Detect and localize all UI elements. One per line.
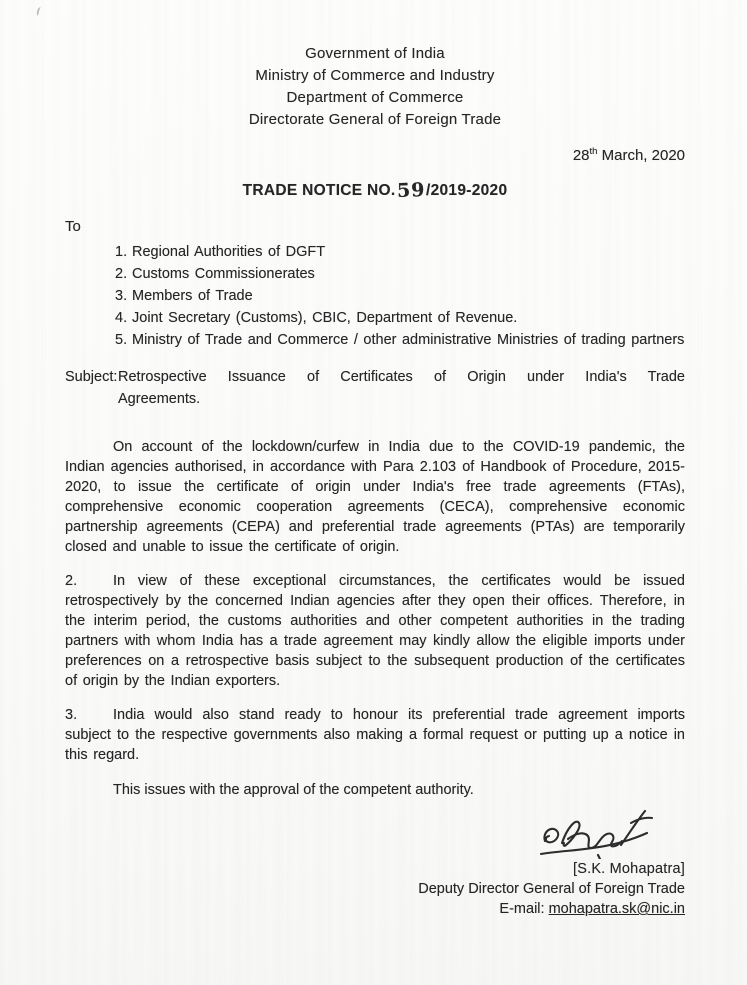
recipient-item [115, 329, 685, 351]
subject-text: Retrospective Issuance of Certificates of Origin under India's Trade Agreements. [118, 369, 685, 407]
paragraph-2-number: 2. [65, 573, 78, 589]
letterhead [65, 43, 685, 131]
recipient-number: 5. [115, 332, 128, 348]
signature-block [65, 803, 685, 919]
date-ordinal: th [589, 146, 598, 157]
date-day: 28 [572, 147, 590, 164]
recipient-number: 2. [115, 266, 128, 282]
paragraph-2 [65, 571, 685, 691]
letterhead-line-directorate: Directorate General of Foreign Trade [248, 111, 502, 128]
recipient-text: Regional Authorities of DGFT [132, 244, 326, 260]
recipient-item [115, 241, 685, 263]
document-date [65, 145, 685, 166]
notice-title-suffix: /2019-2020 [425, 182, 508, 199]
paragraph-1 [65, 437, 685, 557]
handwritten-signature [535, 803, 663, 859]
paragraph-3 [65, 705, 685, 765]
recipient-text: Customs Commissionerates [132, 266, 315, 282]
recipient-text: Joint Secretary (Customs), CBIC, Department of Revenue. [132, 310, 518, 326]
letterhead-line-government: Government of India [305, 45, 445, 62]
recipients-list [115, 241, 685, 351]
recipient-number: 4. [115, 310, 128, 326]
recipient-text: Members of Trade [132, 288, 253, 304]
recipient-number: 1. [115, 244, 128, 260]
signatory-name: [S.K. Mohapatra] [572, 861, 685, 877]
paragraph-1-text: On account of the lockdown/curfew in India due to the COVID-19 pandemic, the Indian agencies authorised, in accordance with Para 2.103 of Handbook of Procedure, 2015-2020, to issue the certificate of origin under India's free trade agreements (FTAs), comprehensive economic cooperation agreements (CECA), comprehensive economic partnership agreements (CEPA) and preferential trade agreements (PTAs) are temporarily closed and unable to issue the certificate of origin. [65, 439, 685, 555]
closing-line: This issues with the approval of the competent authority. [113, 782, 474, 798]
letterhead-line-ministry: Ministry of Commerce and Industry [255, 67, 495, 84]
paragraph-3-text: India would also stand ready to honour its preferential trade agreement imports subject to the respective governments also making a formal request or putting up a notice in this regard. [65, 707, 685, 763]
recipient-item [115, 307, 685, 329]
email-label: E-mail: [499, 901, 545, 917]
scan-artifact-mark [36, 7, 43, 17]
notice-title-prefix: TRADE NOTICE NO. [242, 182, 396, 199]
subject-label: Subject: [65, 369, 118, 385]
notice-title [65, 178, 685, 202]
notice-number-handwritten: 59 [396, 179, 426, 202]
recipient-text: Ministry of Trade and Commerce / other administrative Ministries of trading partners [132, 332, 685, 348]
signatory-email-line [65, 899, 685, 919]
date-rest: March, 2020 [597, 147, 685, 164]
letterhead-line-department: Department of Commerce [286, 89, 464, 106]
recipients-label: To [65, 218, 81, 235]
subject-line [65, 366, 685, 410]
paragraph-2-text: In view of these exceptional circumstances, the certificates would be issued retrospectively by the concerned Indian agencies after they open their offices. Therefore, in the interim period, the customs authorities and other competent authorities in the trading partners with whom India has a trade agreement may kindly allow the eligible imports under preferences on a retrospective basis subject to the subsequent production of the certificates of origin by the Indian exporters. [65, 573, 685, 689]
recipient-number: 3. [115, 288, 128, 304]
recipient-item [115, 263, 685, 285]
email-link[interactable]: mohapatra.sk@nic.in [548, 901, 685, 917]
recipient-item [115, 285, 685, 307]
signatory-title: Deputy Director General of Foreign Trade [418, 881, 685, 897]
paragraph-3-number: 3. [65, 707, 78, 723]
